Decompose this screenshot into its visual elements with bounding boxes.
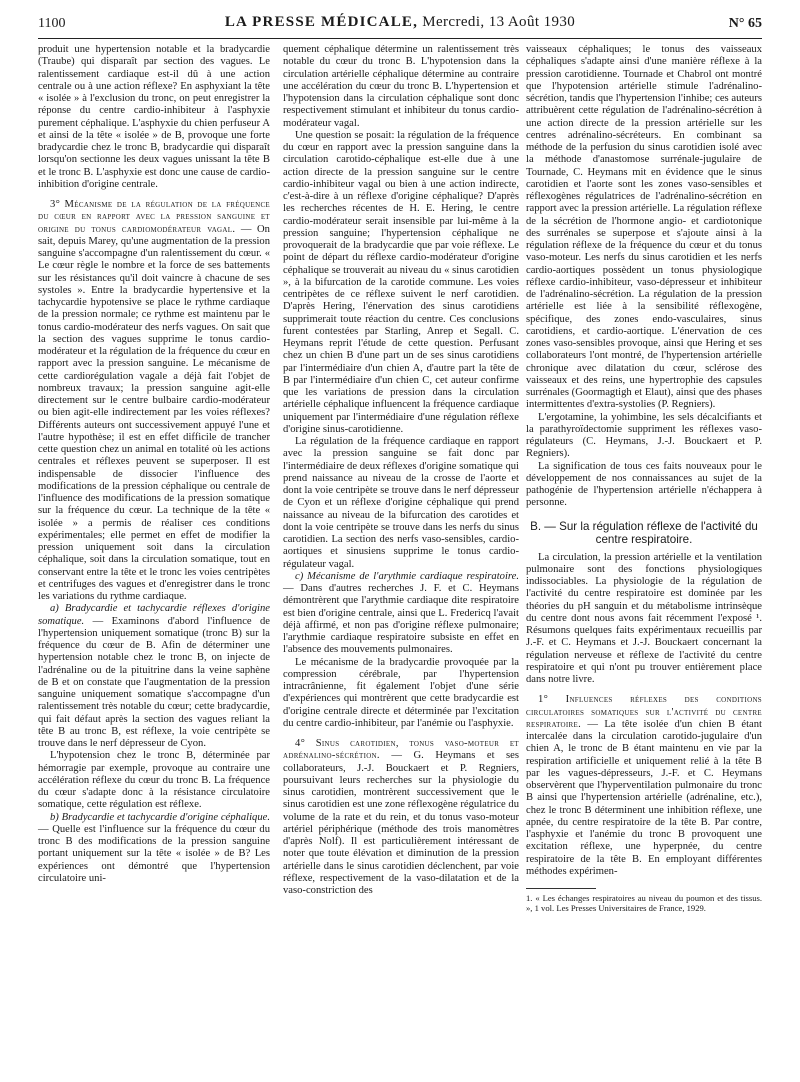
running-title [38,14,762,31]
paragraph-text: vaisseaux céphaliques; le tonus des vaisseaux céphaliques s'adapte ainsi d'une manière réflexe à la pression carotidienne. Tournade et Chabrol ont montré que l'hypotension artérielle stimule l'adrénalino-sécrétion, tandis que l'hypertension l'inhibe; ces auteurs attribuèrent cette régulation de l'adrénalino-sécrétion à une action directe de la pression artérielle sur les centres adrénalino-sécréteurs. En combinant sa méthode de la perfusion du sinus carotidien isolé avec la méthode d'anastomose surrénale-jugulaire de Tournade, C. Heymans mit en évidence que le sinus carotidien et l'aorte sont les zones vaso-sensibles et réflexogènes régulatrices de l'adrénalino-sécrétion en rapport avec la pression artérielle. La régulation réflexe de la sécrétion de l'hormone angio- et cardiotonique des surrénales se superpose et s'ajoute ainsi à la régulation réflexe de la fréquence du cœur et du tonus vaso-moteur. Les nerfs du sinus carotidien et les nerfs cardio-aortiques possèdent un tonus physiologique réflexe cardio-inhibiteur, vaso-dépresseur et inhibiteur de l'adrénalino-sécrétion. La régulation de la pression artérielle est liée à la sensibilité réflexogène, spécifique, des zones endo-vasculaires, sinus carotidiens, et cardio-aortique. L'énervation de ces zones vaso-sensibles provoque, ainsi que Hering et ses collaborateurs l'ont montré, de l'hypertension artérielle chronique avec dilatation du cœur, sclérose des vaisseaux et des reins, une hypertrophie des capsules surrénales (Goormagtigh et Elaut), ainsi que des phases intermittentes d'extra-systolies (P. Regniers). [526,44,762,411]
paragraph [38,199,270,603]
page-number: 1100 [38,16,66,31]
text-column-1 [38,44,270,885]
paragraph [526,694,762,878]
paragraph-text: — Examinons d'abord l'influence de l'hypertension uniquement somatique (tronc B) sur la fréquence du cœur de B. Afin de déterminer une hypertension notable chez le tronc B, on injecte de l'adrénaline ou de la pituitrine dans la veine saphène de B et on constate que l'augmentation de la pression sanguine uniquement somatique s'accompagne d'un ralentissement très notable du cœur; cette bradycardie, qui fait défaut après la section des vagues reliant la tête B au tronc B, est réflexe, la voie centripète se trouve dans le nerf dépresseur de Cyon. [38,615,270,749]
paragraph-text: — La tête isolée d'un chien B étant intercalée dans la circulation carotido-jugulaire d'un chien A, le tronc de B étant maintenu en vie par la respiration artificielle et uniquement relié à la tête B par les vagues-dépresseurs, J.-F. et C. Heymans observèrent que l'hyperventilation pulmonaire du tronc B ainsi que l'hypertension artérielle (adrénaline, etc.), chez le tronc B déterminent une inhibition réflexe, une apnée, du centre respiratoire de la tête B. Par contre, l'asphyxie et l'anémie du tronc B provoquent une excitation réflexe, une hyperpnée, du centre respiratoire de la tête B. En employant différentes méthodes expérimen- [526,718,762,877]
publication-name: LA PRESSE MÉDICALE, [224,14,419,30]
paragraph-lead: 1° Influences réflexes des conditions circulatoires somatiques sur l'activité du centre respiratoire. [526,694,762,730]
paragraph-text: Une question se posait: la régulation de la fréquence du cœur en rapport avec la pression sanguine dans la circulation carotido-céphalique est-elle due à une action directe de la pression sanguine sur le centre cardio-inhibiteur vagal ou bien à une action indirecte, c'est-à-dire à un réflexe d'origine céphalique? D'après les recherches récentes de H. E. Hering, le centre cardio-modérateur serait insensible par lui-même à la pression sanguine; l'hypertension céphalique ne provoquerait de la bradycardie que par voie réflexe. Le point de départ du réflexe cardio-modérateur d'origine céphalique se trouverait au niveau du « sinus carotidien », à la bifurcation de la carotide commune. Les voies centripètes de ce réflexe suivent le nerf carotidien. D'après Hering, l'énervation des sinus carotidiens supprimerait toute réaction du centre. Ces conclusions furent contestées par Starling, Anrep et Segall. C. Heymans reprit l'étude de cette question. Perfusant chez un chien B d'une part un de ses sinus carotidiens par l'intermédiaire d'un chien A, d'autre part la tête de B par l'intermédiaire d'un chien C, cet auteur confirme que les variations de pression dans la circulation artérielle céphalique influencent la fréquence cardiaque uniquement par l'intermédiaire d'une régulation réflexe d'origine sinus-carotidienne. [283,129,519,435]
page-header [38,14,762,36]
text-column-2 [283,44,519,897]
paragraph-text: La régulation de la fréquence cardiaque en rapport avec la pression sanguine se fait donc par l'intermédiaire de deux réflexes d'origine somatique qui prend naissance au niveau de la crosse de l'aorte et dont la voie centripète se trouve dans le nerf dépresseur de Cyon et un réflexe d'origine céphalique qui prend naissance au niveau de la bifurcation des carotides et dont la voie centripète se trouve dans les nerfs du sinus carotidien. La section des nerfs vaso-sensibles, cardio-aortiques et sinusiens supprime le tonus cardio-régulateur vagal. [283,436,519,570]
paragraph-lead: a) Bradycardie et tachycardie réflexes d'origine somatique. [38,603,270,627]
paragraph-text: La circulation, la pression artérielle et la ventilation pulmonaire sont des fonctions physiologiques indissociables. La physiologie de la régulation de l'activité du centre respiratoire est dominée par les théories du pH sanguin et du métabolisme intrinsèque du centre dont nous avons fait récemment l'exposé ¹. Résumons quelques faits expérimentaux recueillis par J.-F. et C. Heymans et J.-J. Bouckaert concernant la régulation nerveuse et réflexe de l'activité du centre respiratoire et qui n'ont pu trouver entièrement place dans notre livre. [526,551,762,685]
paragraph-lead: 4° Sinus carotidien, tonus vaso-moteur et adrénalino-sécrétion. [283,738,519,762]
issue-date: Mercredi, 13 Août 1930 [422,14,576,30]
paragraph [38,750,270,811]
paragraph-lead: c) Mécanisme de l'arythmie cardiaque respiratoire. [295,570,519,582]
paragraph [283,657,519,731]
footnote-rule [526,888,596,889]
paragraph-lead: b) Bradycardie et tachycardie d'origine céphalique. [50,811,270,823]
paragraph-text: La signification de tous ces faits nouveaux pour le développement de nos connaissances au sujet de la pathogénie de l'hypertension artérielle n'échappera à personne. [526,460,762,509]
paragraph [283,571,519,657]
paragraph-text: Le mécanisme de la bradycardie provoquée par la compression cérébrale, par l'hypertension intracrânienne, fit également l'objet d'une série d'expériences qui montrèrent que cette bradycardie est d'origine centrale directe et déterminée par l'excitation du centre cardio-inhibiteur, par l'anémie ou l'asphyxie. [283,656,519,729]
issue-number: N° 65 [728,16,762,31]
header-rule [38,38,762,39]
paragraph-text: produit une hypertension notable et la bradycardie (Traube) qui disparaît par section des vagues. Le ralentissement cardiaque est-il dû à une action centrale ou à une action réflexe? En asphyxiant la tête « isolée » à l'exclusion du tronc, on peut enregistrer la réponse du centre cardio-inhibiteur à l'asphyxie purement céphalique. L'asphyxie du chien perfuseur A et ainsi de la tête « isolée » de B, provoque une forte bradycardie chez le tronc B, bradycardie qui disparaît lorsqu'on sectionne les deux vagues unissant la tête B et le tronc B. L'asphyxie est donc une cause de cardio-inhibition d'origine centrale. [38,44,270,190]
paragraph [283,44,519,130]
paragraph [38,812,270,886]
text-column-3 [526,44,762,913]
section-heading: B. — Sur la régulation réflexe de l'activité du centre respiratoire. [530,519,758,546]
paragraph [283,436,519,571]
paragraph [38,44,270,191]
paragraph [283,130,519,436]
paragraph [283,738,519,897]
paragraph-lead: 3° Mécanisme de la régulation de la fréquence du cœur en rapport avec la pression sanguine et origine du tonus cardiomodérateur vagal. [38,199,270,235]
footnote: 1. « Les échanges respiratoires au niveau du poumon et des tissus. », 1 vol. Les Presses Universitaires de France, 1929. [526,893,762,913]
paragraph-text: quement céphalique détermine un ralentissement très notable du cœur du tronc B. L'hypotension dans la circulation artérielle céphalique détermine au contraire une accélération du cœur du tronc B. L'hypertension et l'hypotension dans la circulation céphalique sont donc respectivement stimulant et inhibiteur du tonus cardio-modérateur vagal. [283,44,519,129]
paragraph [526,461,762,510]
paragraph [38,603,270,750]
paragraph-text: — On sait, depuis Marey, qu'une augmentation de la pression sanguine s'accompagne d'un ralentissement du cœur. « Le cœur règle le nombre et la force de ses battements sur les résistances qu'il doit vaincre à chacune de ses systoles ». Entre la bradycardie hypertensive et la tachycardie hypotensive se place le rythme cardiaque de la pression normale; ce rythme est maintenu par le tonus cardio-modérateur des nerfs vagues. On sait que la section des vagues supprime le tonus cardio-modérateur et la régulation de la fréquence du cœur en rapport avec la pression sanguine. Le mécanisme de cette cardiorégulation vagale a déjà fait l'objet de nombreux travaux; la pression sanguine agit-elle directement sur le centre bulbaire cardio-modérateur ou bien agit-elle indirectement par les voies réflexes? Différents auteurs ont successivement appuyé l'une et l'autre hypothèse; il est en effet difficile de trancher cette question chez un animal en totalité où les actions centrales et réflexes peuvent se superposer. Il est indispensable de dissocier l'influence des modifications de la pression céphalique ou centrale de l'influence des modifications de la pression somatique sur la fréquence du cœur. La technique de la tête « isolée » a permis de réaliser ces conditions expérimentales; elle permet en effet de modifier la pression uniquement soit dans la circulation céphalique, soit dans la circulation somatique, tout en conservant entre la tête et le tronc les voies centripètes et centrifuges des vagues et d'enregistrer dans le tronc les variations du rythme cardiaque. [38,223,270,602]
paragraph-text: — Dans d'autres recherches J. F. et C. Heymans démontrèrent que l'arythmie cardiaque dite respiratoire est bien d'origine centrale, ainsi que L. Fredericq l'avait déjà affirmé, et non pas d'origine réflexe pulmonaire; l'arythmie cardiaque respiratoire subsiste en effet en l'absence des mouvements pulmonaires. [283,583,519,656]
paragraph-text: — G. Heymans et ses collaborateurs, J.-J. Bouckaert et P. Regniers, poursuivant leurs recherches sur la physiologie du sinus carotidien, montrèrent successivement que le sinus carotidien est une zone réflexogène régulatrice du volume de la rate et du rein, et du tonus vaso-moteur artériel périphérique (méthode des trois manomètres d'après Nolf). Il est particulièrement intéressant de noter que toute élévation et diminution de la pression artérielle dans le sinus carotidien déclenchent, par voie réflexe, respectivement de la vaso-dilatation et de la vaso-constriction des [283,750,519,896]
paragraph [526,412,762,461]
paragraph-text: L'hypotension chez le tronc B, déterminée par hémorragie par exemple, provoque au contraire une accélération réflexe du cœur du tronc B. La fréquence du cœur s'adapte donc à la résistance circulatoire somatique, cette régulation est réflexe. [38,750,270,811]
paragraph-text: L'ergotamine, la yohimbine, les sels décalcifiants et la parathyroïdectomie suppriment les réflexes vaso-régulateurs (C. Heymans, J.-J. Bouckaert et P. Regniers). [526,411,762,460]
paragraph [526,44,762,412]
paragraph-text: — Quelle est l'influence sur la fréquence du cœur du tronc B des modifications de la pression sanguine portant uniquement sur la tête « isolée » de B? Les expériences ont démontré que l'hypertension circulatoire uni- [38,823,270,884]
paragraph [526,552,762,687]
